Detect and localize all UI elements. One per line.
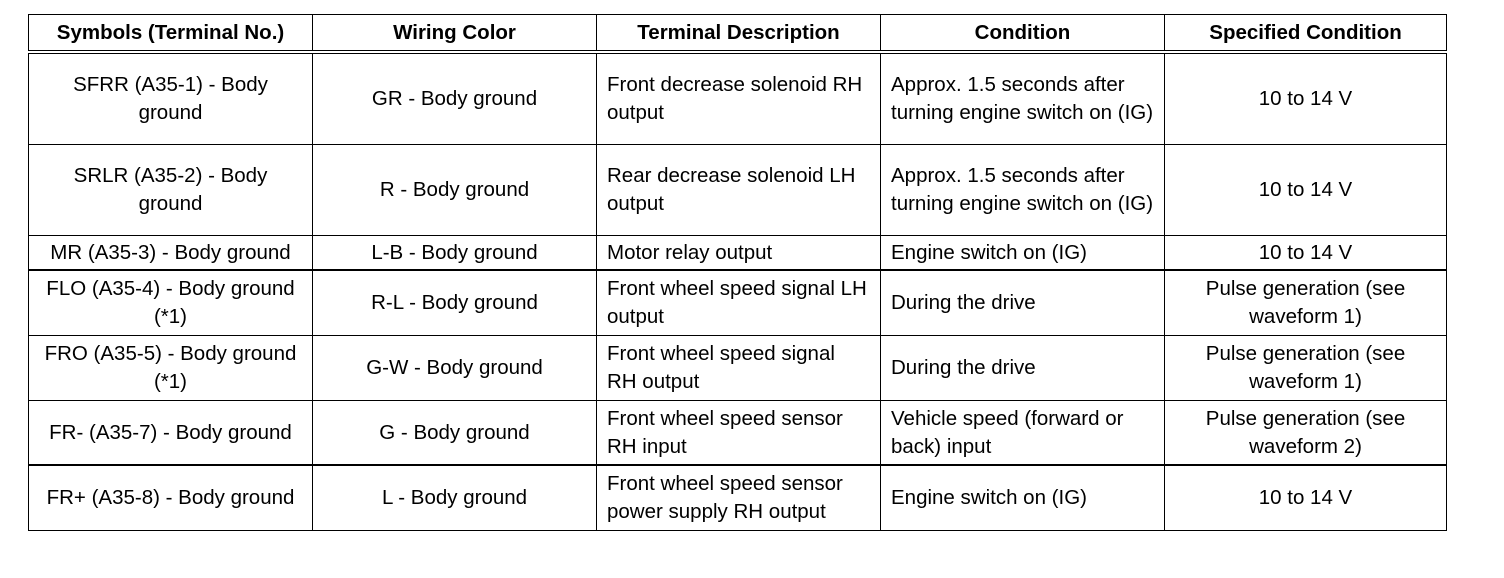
cell-description: Front wheel speed signal RH output (597, 336, 881, 401)
cell-condition: During the drive (881, 336, 1165, 401)
header-symbols: Symbols (Terminal No.) (29, 15, 313, 53)
cell-condition: Engine switch on (IG) (881, 465, 1165, 531)
header-condition: Condition (881, 15, 1165, 53)
table-row (29, 336, 1447, 401)
cell-wiring-color: L - Body ground (313, 465, 597, 531)
cell-description: Rear decrease solenoid LH output (597, 145, 881, 236)
cell-wiring-color: L-B - Body ground (313, 236, 597, 271)
table-row (29, 401, 1447, 466)
cell-symbol: SFRR (A35-1) - Body ground (29, 52, 313, 145)
cell-symbol: FR- (A35-7) - Body ground (29, 401, 313, 466)
table-row (29, 52, 1447, 145)
cell-wiring-color: R - Body ground (313, 145, 597, 236)
cell-specified: 10 to 14 V (1165, 52, 1447, 145)
cell-specified: Pulse generation (see waveform 2) (1165, 401, 1447, 466)
cell-condition: During the drive (881, 270, 1165, 336)
cell-specified: 10 to 14 V (1165, 145, 1447, 236)
cell-specified: Pulse generation (see waveform 1) (1165, 336, 1447, 401)
cell-description: Front decrease solenoid RH output (597, 52, 881, 145)
header-terminal-description: Terminal Description (597, 15, 881, 53)
cell-specified: Pulse generation (see waveform 1) (1165, 270, 1447, 336)
cell-condition: Approx. 1.5 seconds after turning engine switch on (IG) (881, 145, 1165, 236)
cell-description: Motor relay output (597, 236, 881, 271)
cell-condition: Engine switch on (IG) (881, 236, 1165, 271)
cell-symbol: SRLR (A35-2) - Body ground (29, 145, 313, 236)
cell-description: Front wheel speed sensor RH input (597, 401, 881, 466)
cell-condition: Approx. 1.5 seconds after turning engine switch on (IG) (881, 52, 1165, 145)
cell-symbol: FR+ (A35-8) - Body ground (29, 465, 313, 531)
cell-specified: 10 to 14 V (1165, 236, 1447, 271)
table-row (29, 270, 1447, 336)
cell-symbol: FLO (A35-4) - Body ground (*1) (29, 270, 313, 336)
table-row (29, 465, 1447, 531)
cell-wiring-color: GR - Body ground (313, 52, 597, 145)
table-row (29, 145, 1447, 236)
cell-description: Front wheel speed signal LH output (597, 270, 881, 336)
table-header-row (29, 15, 1447, 53)
cell-condition: Vehicle speed (forward or back) input (881, 401, 1165, 466)
cell-symbol: FRO (A35-5) - Body ground (*1) (29, 336, 313, 401)
header-specified-condition: Specified Condition (1165, 15, 1447, 53)
terminal-spec-table (28, 14, 1447, 531)
table-row (29, 236, 1447, 271)
header-wiring-color: Wiring Color (313, 15, 597, 53)
cell-wiring-color: R-L - Body ground (313, 270, 597, 336)
cell-description: Front wheel speed sensor power supply RH output (597, 465, 881, 531)
cell-wiring-color: G-W - Body ground (313, 336, 597, 401)
cell-specified: 10 to 14 V (1165, 465, 1447, 531)
cell-wiring-color: G - Body ground (313, 401, 597, 466)
cell-symbol: MR (A35-3) - Body ground (29, 236, 313, 271)
